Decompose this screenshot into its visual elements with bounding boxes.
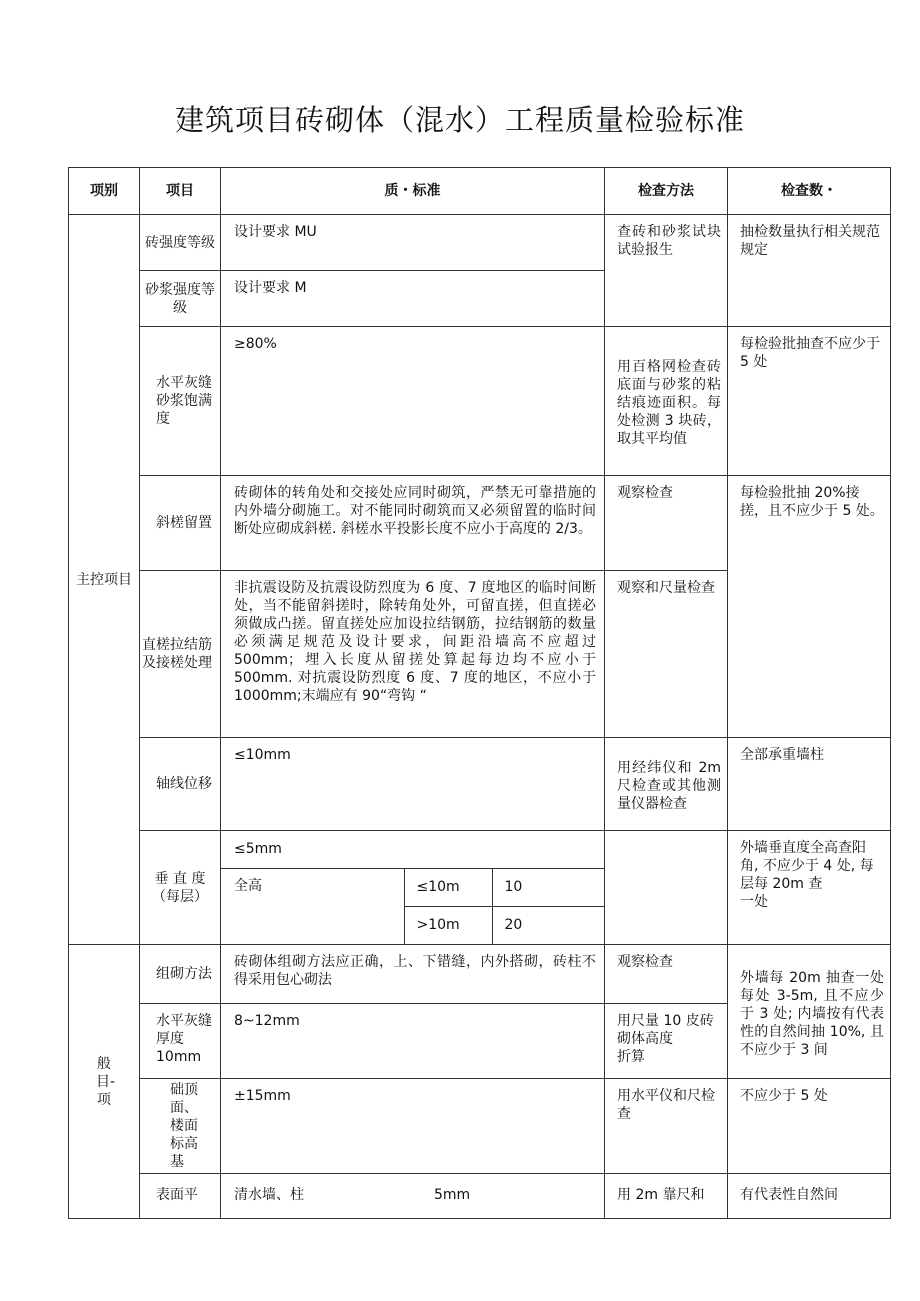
category-general [69, 945, 140, 1219]
standard-cell: 设计要求 M [221, 271, 605, 327]
table-row [69, 476, 891, 571]
item-cell: 水平灰缝砂浆饱满度 [140, 327, 221, 476]
item-cell: 砂浆强度等级 [140, 271, 221, 327]
standard-cell: 砖砌体的转角处和交接处应同时砌筑，严禁无可靠措施的内外墙分砌施工。对不能同时砌筑而又必须留置的临时间断处应砌成斜槎. 斜槎水平投影长度不应小于高度的 2/3。 [221, 476, 605, 571]
quantity-cell: 每检验批抽查不应少于 5 处 [728, 327, 891, 476]
standard-cell: 非抗震设防及抗震设防烈度为 6 度、7 度地区的临时间断处，当不能留斜搓时，除转角处外，可留直搓，但直搓必须做成凸搓。留直搓处应加设拉结钢筋，拉结钢筋的数量必须满足规范及设计要求，间距沿墙高不应超过 500mm；埋入长度从留搓处算起每边均不应小于 500mm. 对抗震设防烈度 6 度、7 度的地区，不应小于 1000mm;末端应有 90“弯钩 “ [221, 571, 605, 738]
method-cell: 用尺量 10 皮砖砌体高度 折算 [605, 1004, 728, 1079]
item-cell: 直槎拉结筋及接槎处理 [140, 571, 221, 738]
header-item: 项目 [140, 168, 221, 215]
standard-cell [221, 1174, 605, 1219]
category-main: 主控项目 [69, 215, 140, 945]
header-category: 项别 [69, 168, 140, 215]
method-cell: 用百格网检查砖底面与砂浆的粘结痕迹面积。每处检测 3 块砖，取其平均值 [605, 327, 728, 476]
standard-cell: 设计要求 MU [221, 215, 605, 271]
item-cell: 础顶面、楼面标高基 [140, 1079, 221, 1174]
item-cell: 垂 直 度（每层） [140, 831, 221, 945]
table-row [69, 1079, 891, 1174]
method-cell: 用水平仪和尺检查 [605, 1079, 728, 1174]
standard-label: 清水墙、柱 [234, 1187, 304, 1203]
table-row [69, 215, 891, 271]
standard-value: 5mm [434, 1187, 471, 1203]
method-cell: 查砖和砂浆试块试验报生 [605, 215, 728, 327]
item-cell: 轴线位移 [140, 738, 221, 831]
header-quantity: 检查数・ [728, 168, 891, 215]
standard-cell: ≥80% [221, 327, 605, 476]
table-row [69, 327, 891, 476]
standard-cell [221, 831, 605, 945]
standard-cell: 砖砌体组砌方法应正确，上、下错缝，内外搭砌，砖柱不得采用包心砌法 [221, 945, 605, 1004]
header-standard: 质・标准 [221, 168, 605, 215]
verticality-subtable [221, 831, 605, 944]
verticality-cond-2: >10m [404, 906, 492, 944]
table-row [69, 1174, 891, 1219]
header-row [69, 168, 891, 215]
standard-cell: ≤10mm [221, 738, 605, 831]
quantity-cell: 不应少于 5 处 [728, 1079, 891, 1174]
page-title: 建筑项目砖砌体（混水）工程质量检验标准 [174, 103, 745, 137]
quantity-cell: 抽检数量执行相关规范规定 [728, 215, 891, 327]
standard-cell: ±15mm [221, 1079, 605, 1174]
method-cell: 观察和尺量检查 [605, 571, 728, 738]
quantity-cell: 每检验批抽 20%接搓，且不应少于 5 处。 [728, 476, 891, 738]
quantity-cell: 有代表性自然间 [728, 1174, 891, 1219]
item-cell: 砖强度等级 [140, 215, 221, 271]
table-row [69, 738, 891, 831]
item-cell: 水平灰缝厚度10mm [140, 1004, 221, 1079]
method-cell: 用经纬仪和 2m 尺检查或其他测量仪器检查 [605, 738, 728, 831]
quality-standard-table [68, 167, 891, 1219]
item-cell: 表面平 [140, 1174, 221, 1219]
item-cell: 斜槎留置 [140, 476, 221, 571]
item-cell: 组砌方法 [140, 945, 221, 1004]
header-method: 检查方法 [605, 168, 728, 215]
verticality-value-1: 10 [492, 868, 605, 906]
verticality-standard: ≤5mm [221, 831, 605, 868]
method-cell: 观察检查 [605, 945, 728, 1004]
table-row [69, 945, 891, 1004]
method-cell [605, 831, 728, 945]
table-row [69, 831, 891, 945]
verticality-full-height-label: 全高 [221, 868, 404, 944]
standard-cell: 8~12mm [221, 1004, 605, 1079]
category-general-label: 般目-项 [96, 1055, 116, 1108]
quantity-cell: 外墙每 20m 抽查一处每处 3-5m, 且不应少于 3 处; 内墙按有代表性的自然间抽 10%, 且不应少于 3 间 [728, 945, 891, 1079]
quantity-cell: 外墙垂直度全高查阳角, 不应少于 4 处, 每层每 20m 查 一处 [728, 831, 891, 945]
verticality-cond-1: ≤10m [404, 868, 492, 906]
verticality-value-2: 20 [492, 906, 605, 944]
method-cell: 用 2m 靠尺和 [605, 1174, 728, 1219]
method-cell: 观察检查 [605, 476, 728, 571]
quantity-cell: 全部承重墙柱 [728, 738, 891, 831]
